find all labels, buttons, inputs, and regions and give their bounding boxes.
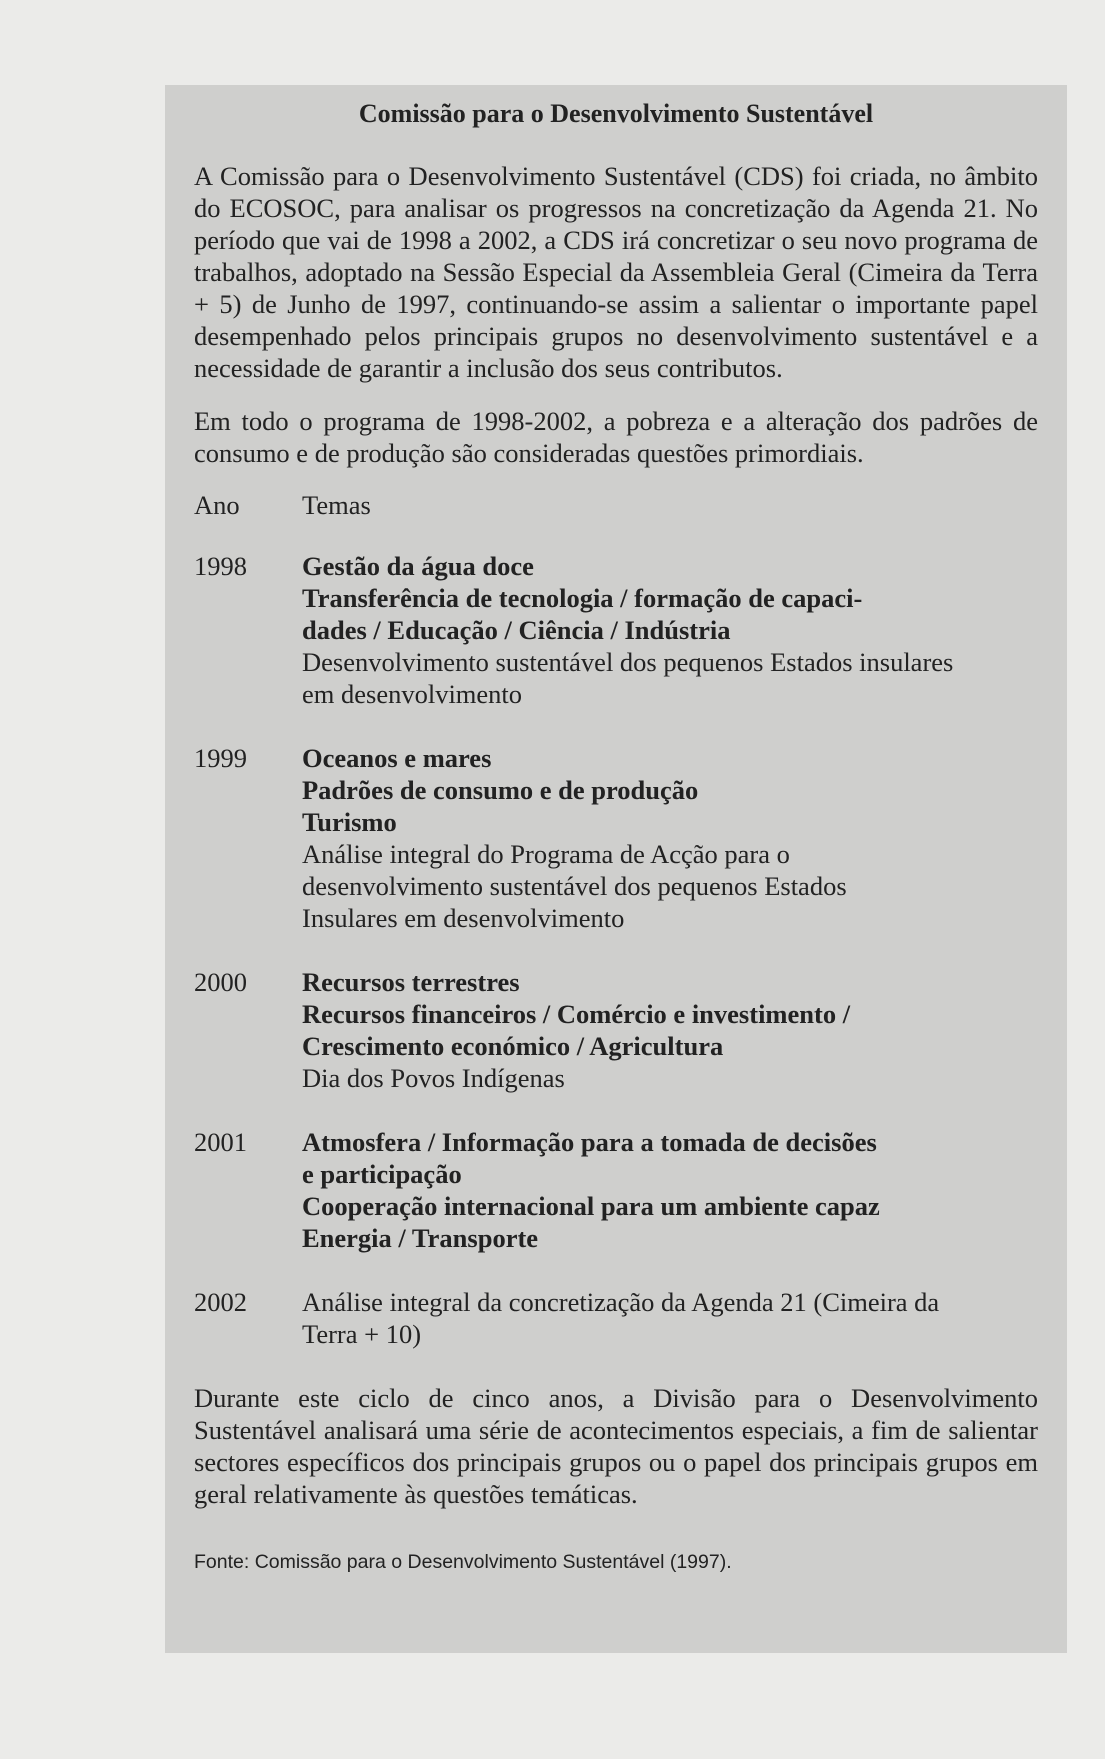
table-row [194, 742, 1038, 934]
year-column-header: Ano [194, 490, 240, 520]
box-title: Comissão para o Desenvolvimento Sustentável [358, 99, 874, 128]
topic-line-bold: Recursos terrestres [302, 967, 520, 997]
topic-line-bold: e participação [302, 1159, 462, 1189]
row-topics [302, 1286, 1038, 1350]
row-topics [302, 1126, 1038, 1254]
topic-line: Análise integral do Programa de Acção para o [302, 839, 790, 869]
topic-line: em desenvolvimento [302, 679, 523, 709]
row-topics [302, 966, 1038, 1094]
topics-column-header: Temas [302, 490, 371, 520]
table-rows [194, 550, 1038, 1350]
source-note: Fonte: Comissão para o Desenvolvimento Sustentável (1997). [194, 1551, 732, 1573]
topic-line-bold: Atmosfera / Informação para a tomada de decisões [302, 1127, 877, 1157]
topic-line: Dia dos Povos Indígenas [302, 1063, 565, 1093]
row-year: 1999 [194, 743, 247, 773]
topic-line-bold: Transferência de tecnologia / formação de capaci- [302, 583, 863, 613]
topic-line-bold: Cooperação internacional para um ambiente capaz [302, 1191, 880, 1221]
table-row [194, 966, 1038, 1094]
intro-paragraph: A Comissão para o Desenvolvimento Sustentável (CDS) foi criada, no âmbito do ECOSOC, para analisar os progressos na concretização da Agenda 21. No período que vai de 1998 a 2002, a CDS irá concretizar o seu novo programa de trabalhos, adoptado na Sessão Especial da Assembleia Geral (Cimeira da Terra + 5) de Junho de 1997, continuando-se assim a salientar o importante papel desempenhado pelos principais grupos no desenvolvimento sustentável e a necessidade de garantir a inclusão dos seus contributos. [194, 161, 1038, 383]
topic-line-bold: Recursos financeiros / Comércio e investimento / [302, 999, 851, 1029]
topic-line-bold: Energia / Transporte [302, 1223, 539, 1253]
themes-table [194, 489, 1038, 1350]
topic-line: Análise integral da concretização da Agenda 21 (Cimeira da [302, 1287, 940, 1317]
topic-line-bold: Crescimento económico / Agricultura [302, 1031, 724, 1061]
topic-line: Insulares em desenvolvimento [302, 903, 625, 933]
topic-line: Terra + 10) [302, 1319, 422, 1349]
topic-line-bold: Oceanos e mares [302, 743, 492, 773]
second-paragraph: Em todo o programa de 1998-2002, a pobreza e a alteração dos padrões de consumo e de produção são consideradas questões primordiais. [194, 406, 1038, 468]
cds-info-box [165, 85, 1067, 1653]
table-row [194, 550, 1038, 710]
row-year: 2001 [194, 1127, 247, 1157]
topic-line-bold: Turismo [302, 807, 397, 837]
row-topics [302, 550, 1038, 710]
table-row [194, 1126, 1038, 1254]
row-year: 2002 [194, 1287, 247, 1317]
table-header [194, 489, 1038, 521]
table-row [194, 1286, 1038, 1350]
topic-line-bold: Gestão da água doce [302, 551, 534, 581]
row-year: 2000 [194, 967, 247, 997]
topic-line: Desenvolvimento sustentável dos pequenos Estados insulares [302, 647, 954, 677]
topic-line: desenvolvimento sustentável dos pequenos Estados [302, 871, 847, 901]
row-year: 1998 [194, 551, 247, 581]
topic-line-bold: Padrões de consumo e de produção [302, 775, 699, 805]
topic-line-bold: dades / Educação / Ciência / Indústria [302, 615, 731, 645]
closing-paragraph: Durante este ciclo de cinco anos, a Divisão para o Desenvolvimento Sustentável analisará uma série de acontecimentos especiais, a fim de salientar sectores específicos dos principais grupos ou o papel dos principais grupos em geral relativamente às questões temáticas. [194, 1383, 1038, 1509]
row-topics [302, 742, 1038, 934]
